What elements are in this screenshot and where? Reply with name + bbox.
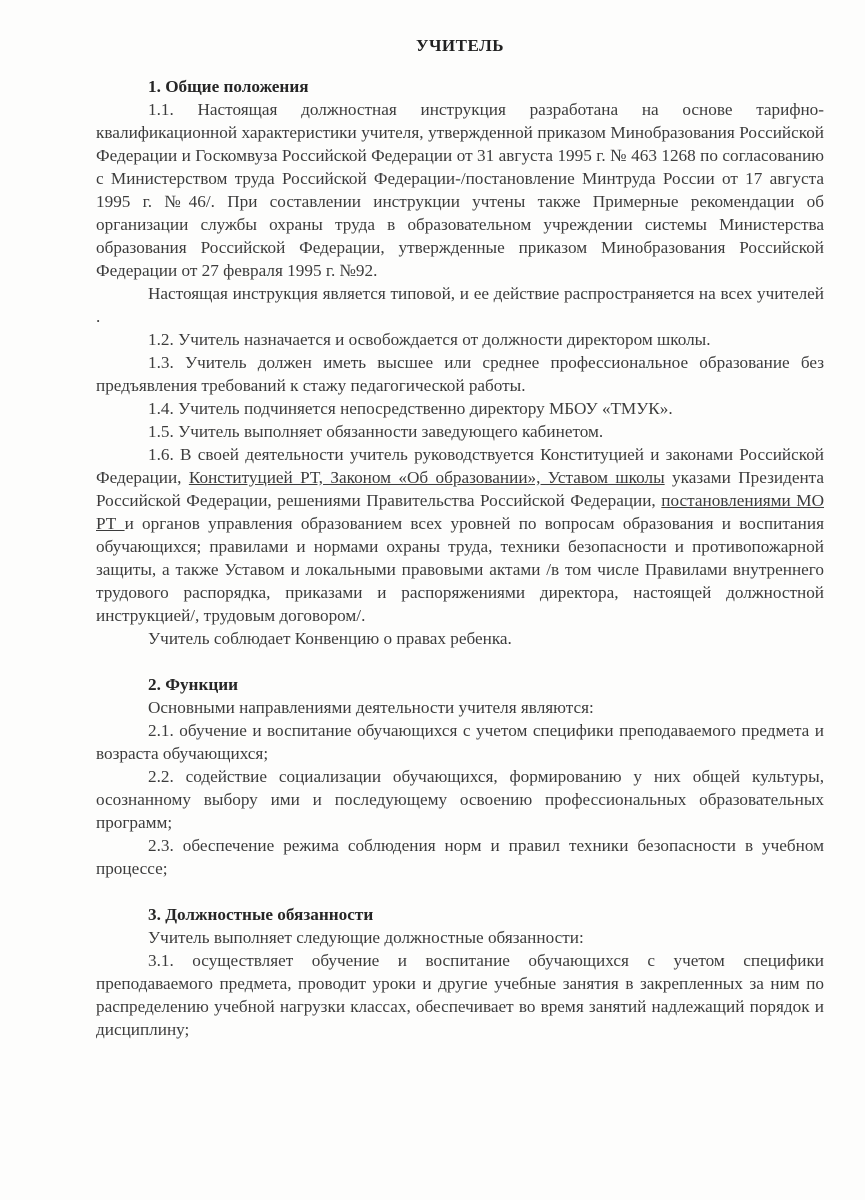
section-heading-duties: 3. Должностные обязанности bbox=[148, 905, 374, 924]
paragraph-1-4: 1.4. Учитель подчиняется непосредственно директору МБОУ «ТМУК». bbox=[148, 399, 673, 418]
paragraph-1-6 bbox=[96, 443, 824, 627]
document-title: УЧИТЕЛЬ bbox=[415, 36, 505, 55]
paragraph-1-6-text-c: и органов управления образованием всех уровней по вопросам образования и воспитания обучающихся; правилами и нормами охраны труда, техники безопасности и противопожарной защиты, а также Уставом и локальными правовыми актами /в том числе Правилами внутреннего трудового распорядка, приказами и распоряжениями директора, настоящей должностной инструкцией/, трудовым договором/. bbox=[96, 514, 824, 625]
paragraph-2-2: 2.2. содействие социализации обучающихся, формированию у них общей культуры, осознанному выбору ими и последующему освоению профессиональных образовательных программ; bbox=[96, 767, 824, 832]
paragraph-3-1: 3.1. осуществляет обучение и воспитание обучающихся с учетом специфики преподаваемого предмета, проводит уроки и другие учебные занятия в закрепленных за ним по распределению учебной нагрузки классах, обеспечивает во время занятий надлежащий порядок и дисциплину; bbox=[96, 951, 824, 1039]
section-heading-functions: 2. Функции bbox=[148, 675, 239, 694]
paragraph-1-2: 1.2. Учитель назначается и освобождается от должности директором школы. bbox=[148, 330, 711, 349]
paragraph-1-5: 1.5. Учитель выполняет обязанности заведующего кабинетом. bbox=[148, 422, 604, 441]
paragraph-convention: Учитель соблюдает Конвенцию о правах ребенка. bbox=[148, 629, 512, 648]
document-body bbox=[96, 34, 824, 1041]
paragraph-1-6-underlined-a: Конституцией РТ, Законом «Об образовании», Уставом школы bbox=[188, 468, 665, 487]
paragraph-duties-intro: Учитель выполняет следующие должностные обязанности: bbox=[148, 928, 584, 947]
section-heading-general: 1. Общие положения bbox=[148, 77, 309, 96]
paragraph-1-3: 1.3. Учитель должен иметь высшее или среднее профессиональное образование без предъявления требований к стажу педагогической работы. bbox=[96, 353, 824, 395]
paragraph-1-1: 1.1. Настоящая должностная инструкция разработана на основе тарифно-квалификационной характеристики учителя, утвержденной приказом Минобразования Российской Федерации и Госкомвуза Российской Федерации от 31 августа 1995 г. № 463 1268 по согласованию с Министерством труда Российской Федерации-/постановление Минтруда России от 17 августа 1995 г. №46/. При составлении инструкции учтены также Примерные рекомендации об организации службы охраны труда в образовательном учреждении системы Министерства образования Российской Федерации, утвержденные приказом Минобразования Российской Федерации от 27 февраля 1995 г. №92. bbox=[96, 100, 824, 280]
paragraph-1-6-text-b: указами Президента Российской Федерации, решениями Правительства Российской Федерации, bbox=[96, 468, 825, 510]
paragraph-1-6-text-a: 1.6. В своей деятельности учитель руководствуется Конституцией и законами Российской Федерации, bbox=[96, 445, 824, 487]
paragraph-functions-intro: Основными направлениями деятельности учителя являются: bbox=[148, 698, 594, 717]
paragraph-1-6-underlined-b: постановлениями МО РТ bbox=[96, 491, 825, 533]
paragraph-2-1: 2.1. обучение и воспитание обучающихся с учетом специфики преподаваемого предмета и возраста обучающихся; bbox=[96, 721, 824, 763]
paragraph-2-3: 2.3. обеспечение режима соблюдения норм и правил техники безопасности в учебном процессе; bbox=[96, 836, 824, 878]
paragraph-scope: Настоящая инструкция является типовой, и ее действие распространяется на всех учителей . bbox=[96, 284, 824, 326]
